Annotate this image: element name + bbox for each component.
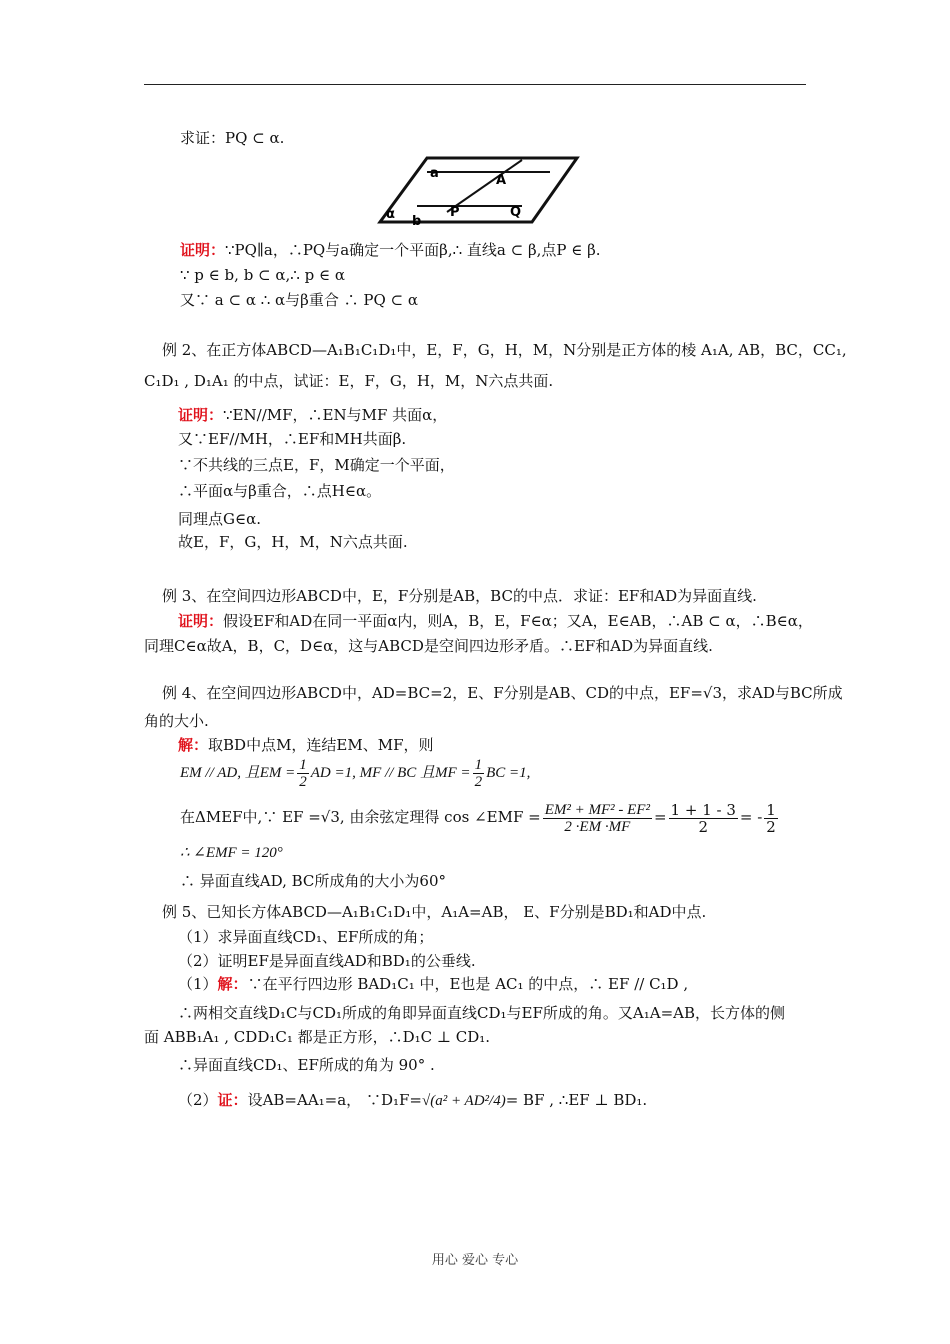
figure-label-b: b bbox=[412, 214, 422, 229]
figure-label-a: a bbox=[430, 166, 439, 181]
ex2-proof-line4: ∴平面α与β重合，∴点H∈α。 bbox=[178, 482, 382, 500]
ex2-proof-line5: 同理点G∈α. bbox=[178, 510, 261, 528]
ex4-line1: 例 4、在空间四边形ABCD中，AD=BC=2，E、F分别是AB、CD的中点，EF=√3，求AD与BC所成 bbox=[162, 684, 843, 702]
ex3-line1: 例 3、在空间四边形ABCD中，E，F分别是AB，BC的中点．求证：EF和AD为异面直线. bbox=[162, 587, 757, 605]
ex2-proof-line1: 证明：∵EN//MF，∴EN与MF 共面α， bbox=[178, 406, 448, 424]
ex2-proof-line2: 又∵EF//MH，∴EF和MH共面β. bbox=[178, 430, 407, 448]
ex2-proof-line3: ∵不共线的三点E，F，M确定一个平面， bbox=[178, 456, 455, 474]
proof1-line2: ∵ p ∈ b, b ⊂ α,∴ p ∈ α bbox=[180, 266, 345, 284]
ex5-line2: （1）求异面直线CD₁、EF所成的角； bbox=[178, 928, 434, 946]
ex4-line3: 解：取BD中点M，连结EM、MF，则 bbox=[178, 736, 434, 754]
cosine-fraction: $\frac{\text{EM² + MF² - EF²}}{2 \cdot EM \cdot MF}$ bbox=[544, 801, 650, 835]
ex4-equation3: ∴ ∠EMF = 120° bbox=[180, 845, 283, 861]
ex3-line2: 证明：假设EF和AD在同一平面α内，则A，B，E，F∈α；又A，E∈AB，∴AB ⊂ α，∴B∈α， bbox=[178, 612, 813, 630]
figure-label-P: P bbox=[450, 205, 460, 220]
ex5-line6: 面 ABB₁A₁ , CDD₁C₁ 都是正方形，∴D₁C ⊥ CD₁. bbox=[144, 1028, 491, 1046]
ex4-equation2: 在ΔMEF中,∵ EF =√3, 由余弦定理得 cos ∠EMF = $\frac{\text{EM² + MF² - EF²}}{2 \cdot EM \cdot MF}$ = $\frac{1 + 1 - 3}{2}$ = - $\frac{1}{2}$ bbox=[180, 800, 776, 836]
fraction-half: $\frac{1}{2}$ bbox=[299, 757, 307, 791]
header-rule bbox=[144, 84, 806, 85]
sqrt-expression: √(a² + AD²/4) bbox=[421, 1093, 506, 1109]
ex5-line4: （1）解：∵在平行四边形 BAD₁C₁ 中，E也是 AC₁ 的中点，∴ EF // C₁D , bbox=[178, 975, 689, 993]
plane-figure bbox=[372, 150, 582, 230]
page-footer: 用心 爱心 专心 bbox=[431, 1253, 519, 1268]
ex2-line1: 例 2、在正方体ABCD—A₁B₁C₁D₁中，E，F，G，H，M，N分别是正方体的棱 A₁A, AB，BC，CC₁, bbox=[162, 341, 847, 359]
proof-label: 证明： bbox=[178, 406, 224, 424]
proof1-line3: 又∵ a ⊂ α ∴ α与β重合 ∴ PQ ⊂ α bbox=[180, 291, 418, 309]
proof-label: 证： bbox=[217, 1091, 248, 1109]
proof-label: 证明： bbox=[178, 612, 224, 630]
proof1-line1: 证明：∵PQ∥a，∴PQ与a确定一个平面β,∴ 直线a ⊂ β,点P ∈ β. bbox=[180, 241, 601, 259]
figure-label-A: A bbox=[496, 173, 507, 188]
result-fraction: $\frac{1}{2}$ bbox=[766, 800, 776, 836]
figure-label-alpha: α bbox=[386, 207, 395, 222]
ex5-line8: （2）证：设AB=AA₁=a， ∵D₁F=√(a² + AD²/4)= BF , ∴EF ⊥ BD₁. bbox=[178, 1091, 648, 1109]
ex4-equation4: ∴ 异面直线AD, BC所成角的大小为60° bbox=[180, 872, 446, 890]
ex5-line1: 例 5、已知长方体ABCD—A₁B₁C₁D₁中，A₁A=AB， E、F分别是BD₁和AD中点. bbox=[162, 903, 707, 921]
solution-label: 解： bbox=[178, 736, 209, 754]
prove-statement: 求证：PQ ⊂ α. bbox=[180, 129, 285, 147]
ex5-line5: ∴两相交直线D₁C与CD₁所成的角即异面直线CD₁与EF所成的角。又A₁A=AB，长方体的侧 bbox=[178, 1004, 786, 1022]
proof-label: 证明： bbox=[180, 241, 226, 259]
fraction-half: $\frac{1}{2}$ bbox=[474, 757, 483, 791]
value-fraction: $\frac{1 + 1 - 3}{2}$ bbox=[670, 800, 736, 836]
ex4-equation1: EM // AD, 且EM = $\frac{1}{2}$ AD =1, MF // BC 且MF = $\frac{1}{2}$ BC =1, bbox=[180, 757, 531, 791]
ex3-line3: 同理C∈α故A，B，C，D∈α，这与ABCD是空间四边形矛盾。∴EF和AD为异面直线. bbox=[144, 637, 713, 655]
ex2-proof-line6: 故E，F，G，H，M，N六点共面. bbox=[178, 533, 408, 551]
ex4-line2: 角的大小. bbox=[144, 712, 209, 730]
solution-label: 解： bbox=[217, 975, 248, 993]
ex2-line2: C₁D₁ , D₁A₁ 的中点，试证：E，F，G，H，M，N六点共面. bbox=[144, 372, 554, 390]
ex5-line3: （2）证明EF是异面直线AD和BD₁的公垂线. bbox=[178, 952, 476, 970]
figure-label-Q: Q bbox=[510, 205, 522, 220]
ex5-line7: ∴异面直线CD₁、EF所成的角为 90° . bbox=[178, 1056, 435, 1074]
